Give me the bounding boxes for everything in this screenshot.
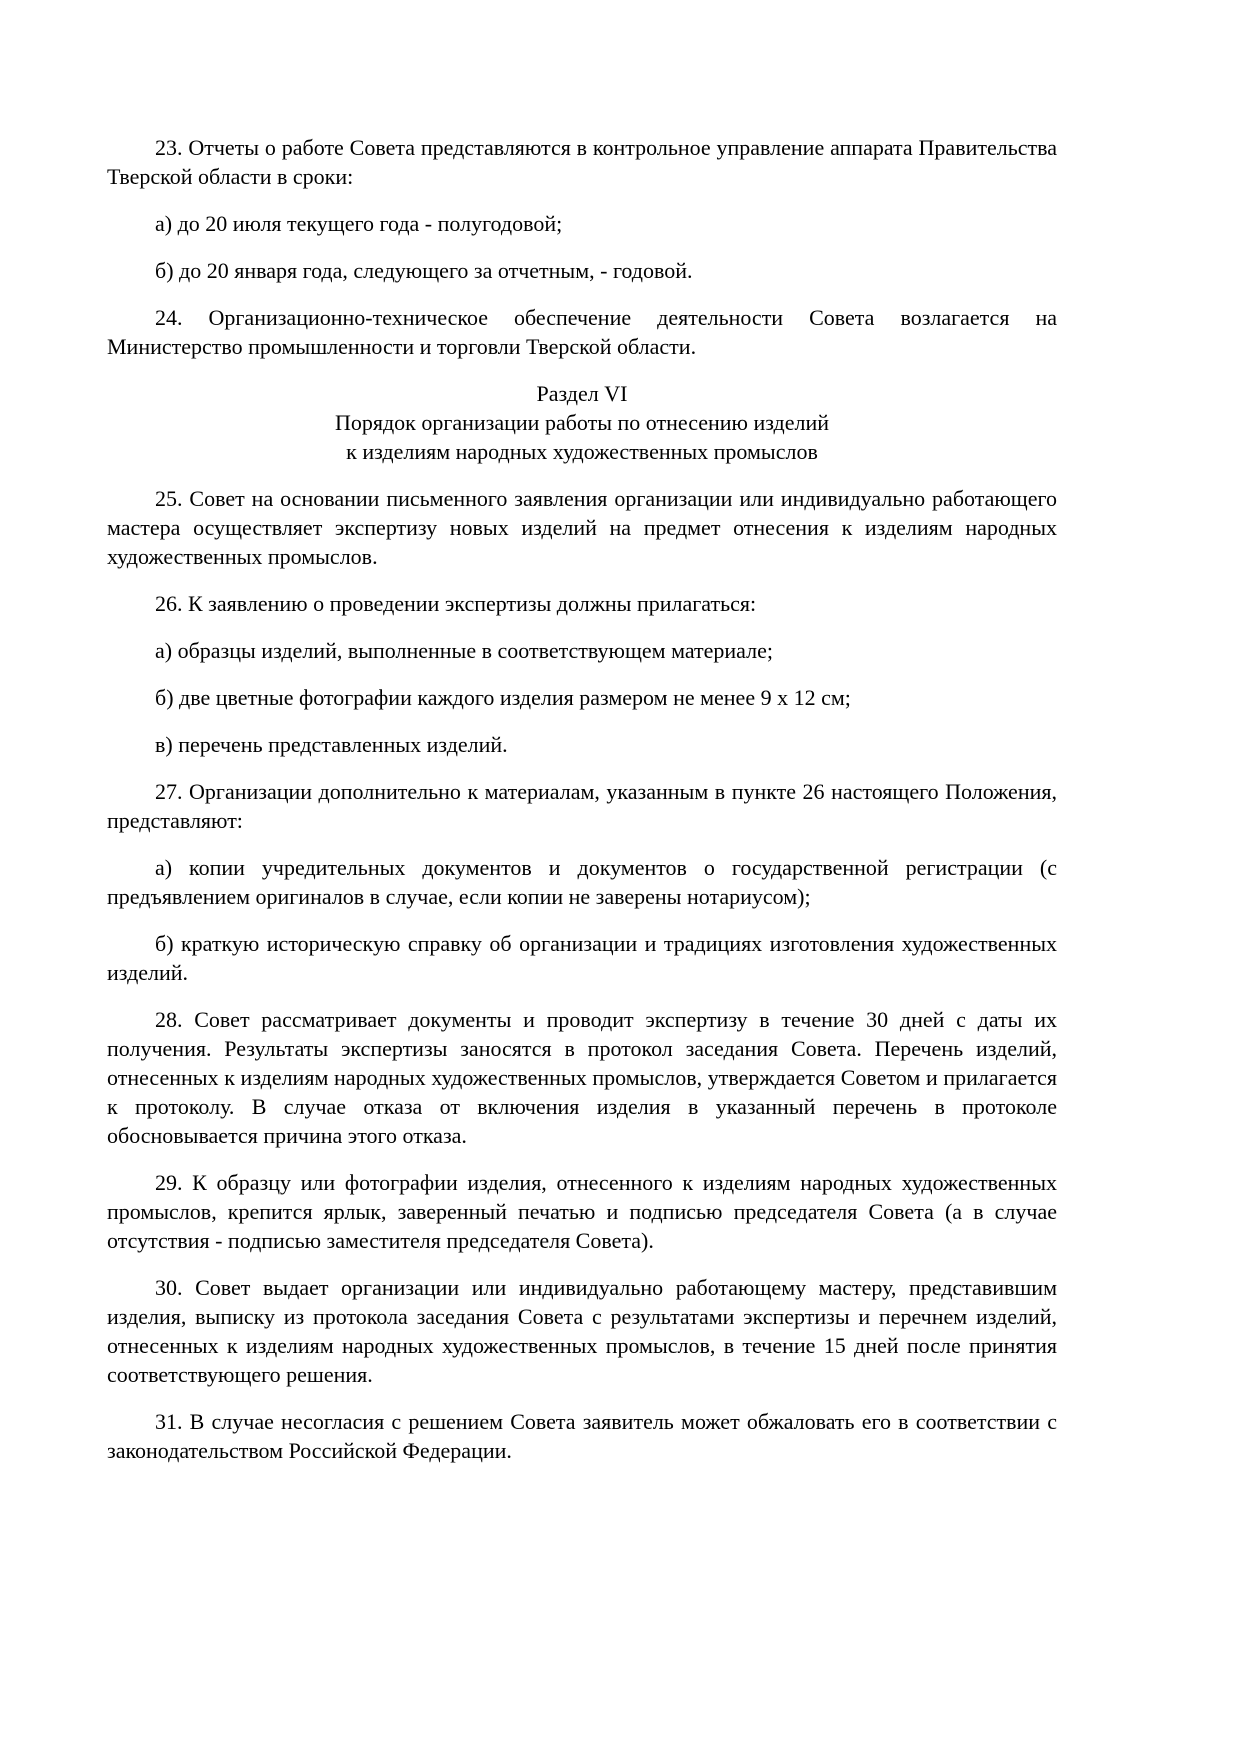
subitem-27-a: а) копии учредительных документов и документов о государственной регистрации (с предъявлением оригиналов в случае, если копии не заверены нотариусом); [107,855,1057,909]
paragraph-23: 23. Отчеты о работе Совета представляются в контрольное управление аппарата Правительства Тверской области в сроки: [107,135,1057,189]
subitem-26-a: а) образцы изделий, выполненные в соответствующем материале; [155,638,773,663]
paragraph-24: 24. Организационно-техническое обеспечение деятельности Совета возлагается на Министерство промышленности и торговли Тверской области. [107,305,1057,359]
subitem-27-b: б) краткую историческую справку об организации и традициях изготовления художественных изделий. [107,931,1057,985]
subitem-23-a: а) до 20 июля текущего года - полугодовой; [155,211,563,236]
paragraph-26: 26. К заявлению о проведении экспертизы должны прилагаться: [155,591,757,616]
subitem-23-b: б) до 20 января года, следующего за отчетным, - годовой. [155,258,693,283]
paragraph-30: 30. Совет выдает организации или индивидуально работающему мастеру, представившим изделия, выписку из протокола заседания Совета с результатами экспертизы и перечнем изделий, отнесенных к изделиям народных художественных промыслов, в течение 15 дней после принятия соответствующего решения. [107,1275,1057,1387]
paragraph-25: 25. Совет на основании письменного заявления организации или индивидуально работающего мастера осуществляет экспертизу новых изделий на предмет отнесения к изделиям народных художественных промыслов. [107,486,1057,569]
paragraph-27: 27. Организации дополнительно к материалам, указанным в пункте 26 настоящего Положения, представляют: [107,779,1057,833]
paragraph-28: 28. Совет рассматривает документы и проводит экспертизу в течение 30 дней с даты их получения. Результаты экспертизы заносятся в протокол заседания Совета. Перечень изделий, отнесенных к изделиям народных художественных промыслов, утверждается Советом и прилагается к протоколу. В случае отказа от включения изделия в указанный перечень в протоколе обосновывается причина этого отказа. [107,1007,1057,1148]
subitem-26-b: б) две цветные фотографии каждого изделия размером не менее 9 х 12 см; [155,685,851,710]
paragraph-31: 31. В случае несогласия с решением Совета заявитель может обжаловать его в соответствии с законодательством Российской Федерации. [107,1409,1057,1463]
paragraph-29: 29. К образцу или фотографии изделия, отнесенного к изделиям народных художественных промыслов, крепится ярлык, заверенный печатью и подписью председателя Совета (а в случае отсутствия - подписью заместителя председателя Совета). [107,1170,1057,1253]
section-heading [107,379,1057,466]
section-heading-title-line-2: к изделиям народных художественных промыслов [346,439,818,464]
section-heading-title-line-1: Порядок организации работы по отнесению изделий [334,410,830,435]
subitem-26-v: в) перечень представленных изделий. [155,732,508,757]
section-heading-number: Раздел VI [536,381,628,406]
